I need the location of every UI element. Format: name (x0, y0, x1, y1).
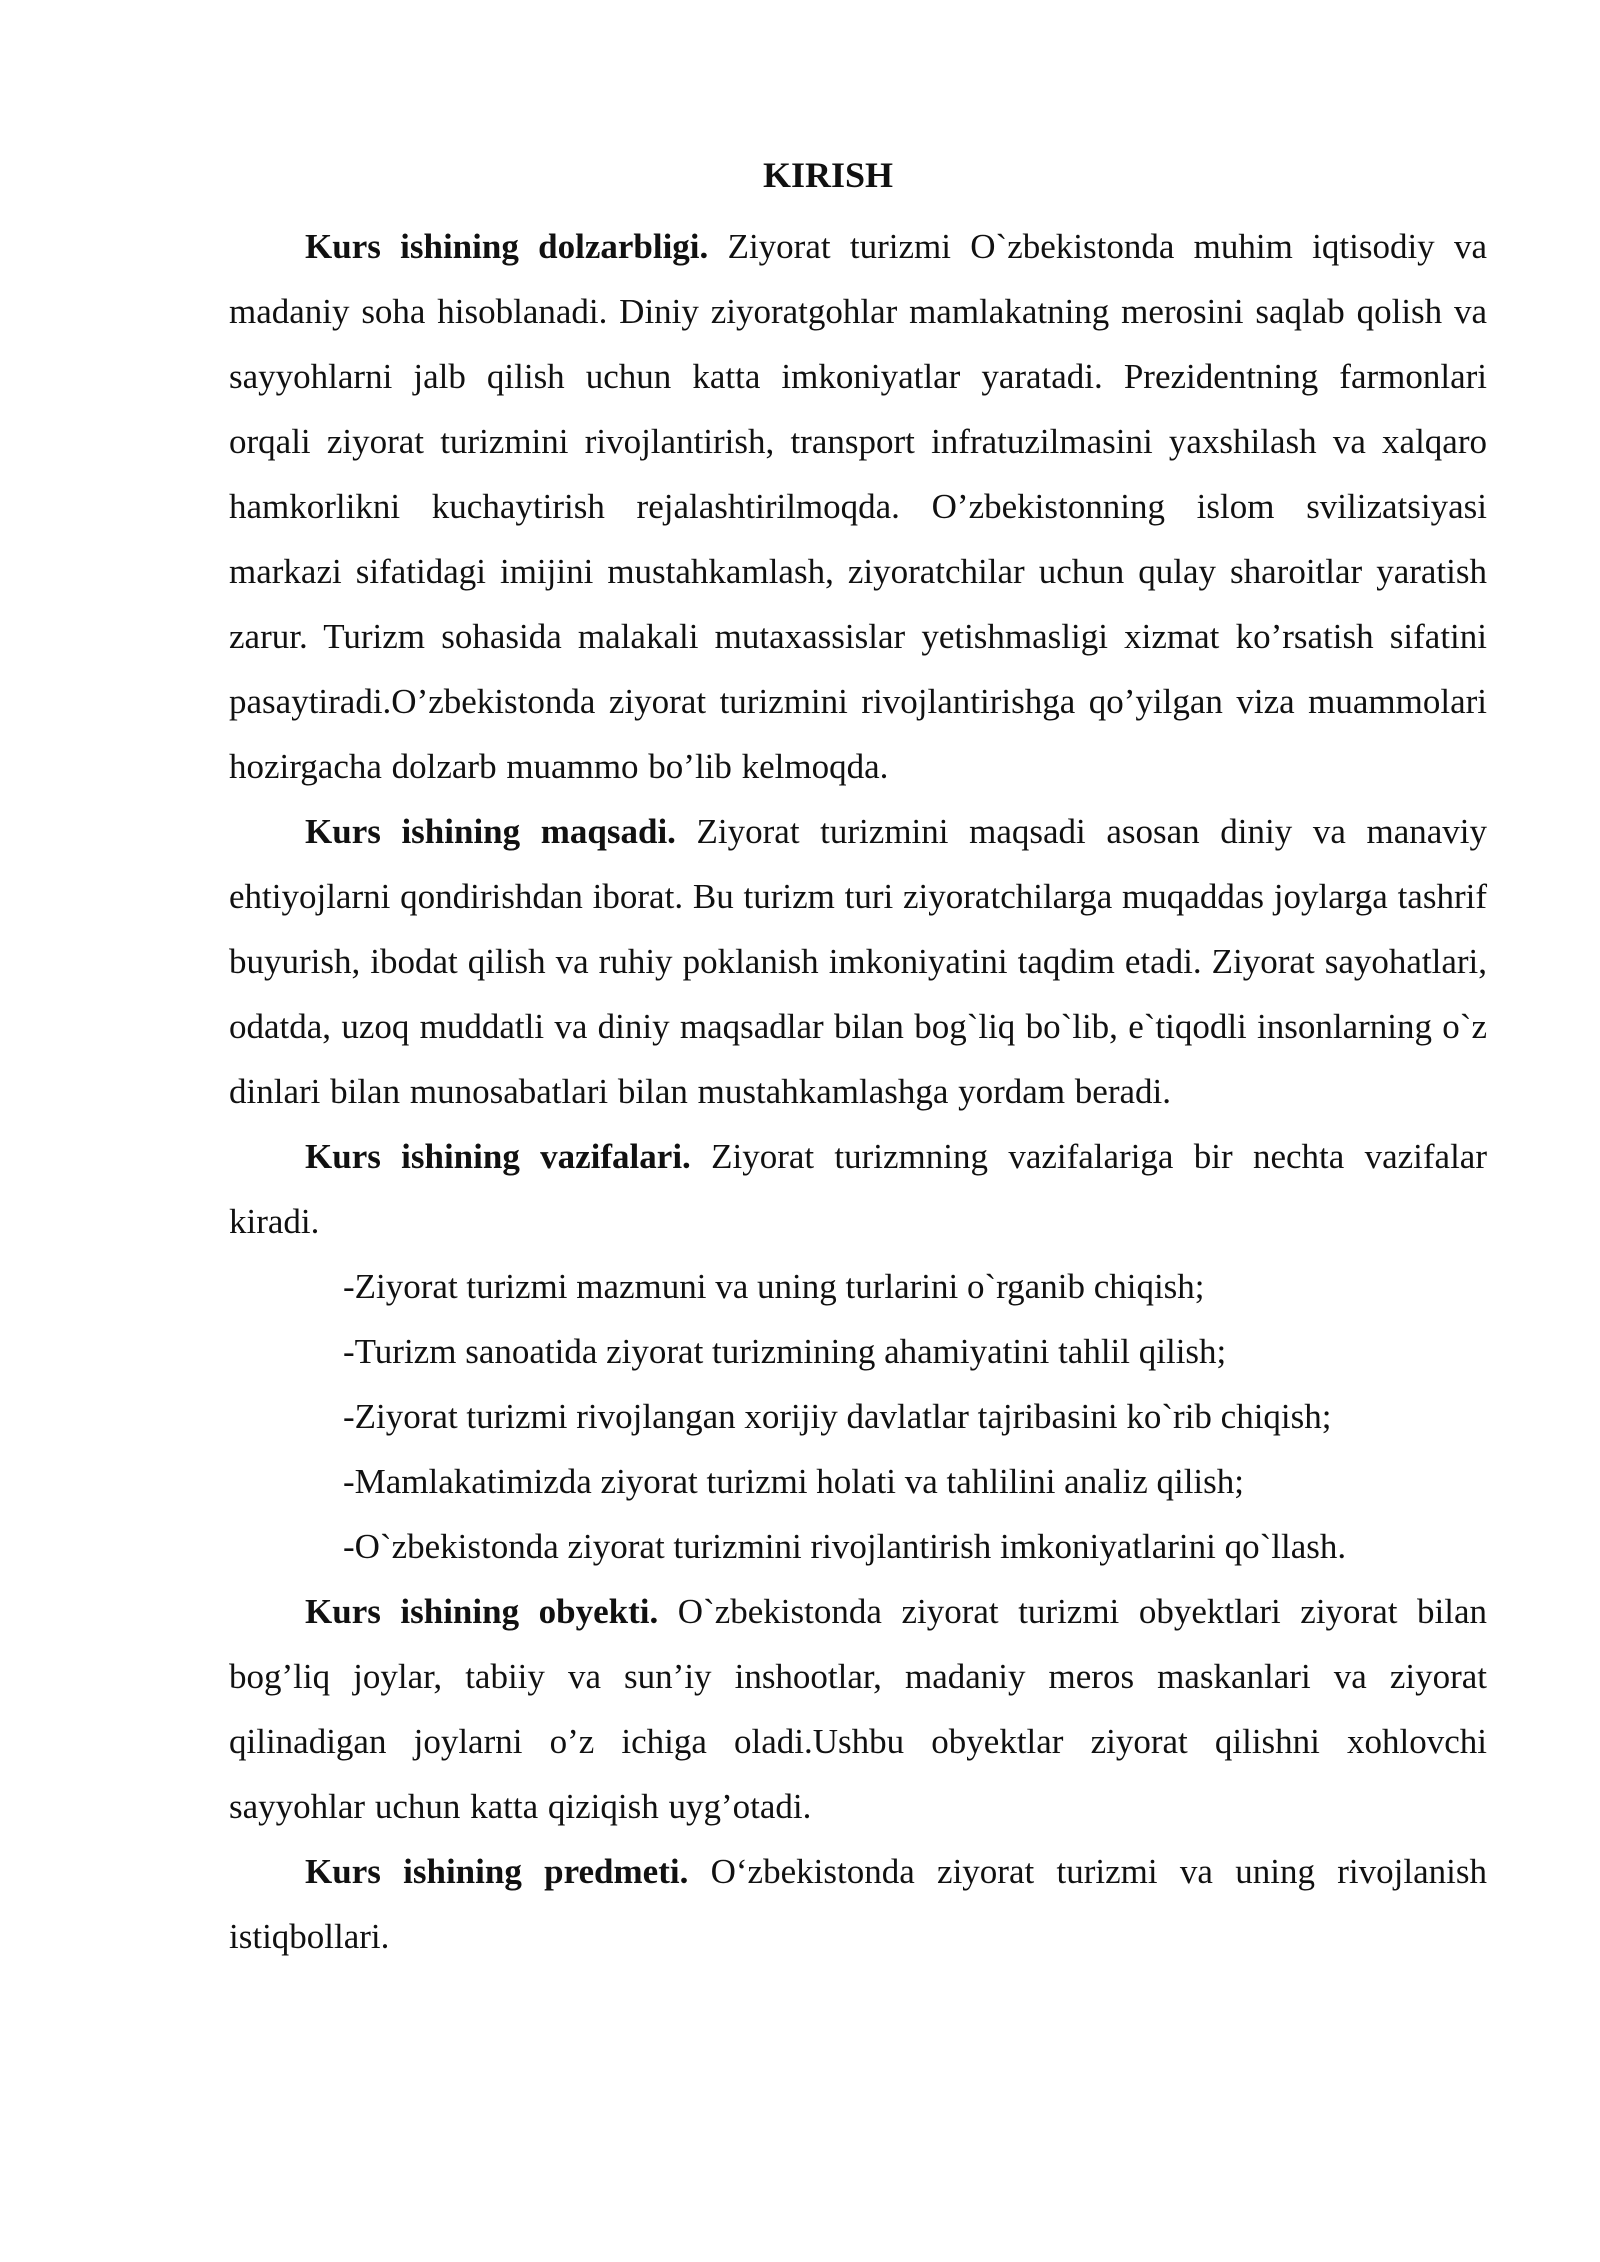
list-item: -Mamlakatimizda ziyorat turizmi holati va tahlilini analiz qilish; (343, 1462, 1244, 1501)
section-text-goal: Ziyorat turizmini maqsadi asosan diniy va manaviy ehtiyojlarni qondirishdan iborat. Bu turizm turi ziyoratchilarga muqaddas joylarga tashrif buyurish, ibodat qilish va ruhiy poklanish imkoniyatini taqdim etadi. Ziyorat sayohatlari, odatda, uzoq muddatli va diniy maqsadlar bilan bog`liq bo`lib, e`tiqodli insonlarning o`z dinlari bilan munosabatlari bilan mustahkamlashga yordam beradi. (229, 812, 1487, 1111)
page-title: KIRISH (762, 155, 894, 195)
list-item: -Ziyorat turizmi mazmuni va uning turlarini o`rganib chiqish; (343, 1267, 1205, 1306)
list-item: -Turizm sanoatida ziyorat turizmining ahamiyatini tahlil qilish; (343, 1332, 1227, 1371)
list-item: -Ziyorat turizmi rivojlangan xorijiy davlatlar tajribasini ko`rib chiqish; (343, 1397, 1332, 1436)
section-text-tasks: Ziyorat turizmning vazifalariga bir nechta vazifalar kiradi. (229, 1137, 1487, 1241)
paragraph-relevance (229, 214, 1487, 799)
paragraph-object (229, 1579, 1487, 1839)
paragraph-tasks (229, 1124, 1487, 1254)
section-text-relevance: Ziyorat turizmi O`zbekistonda muhim iqtisodiy va madaniy soha hisoblanadi. Diniy ziyoratgohlar mamlakatning merosini saqlab qolish va sayyohlarni jalb qilish uchun katta imkoniyatlar yaratadi. Prezidentning farmonlari orqali ziyorat turizmini rivojlantirish, transport infratuzilmasini yaxshilash va xalqaro hamkorlikni kuchaytirish rejalashtirilmoqda. O’zbekistonning islom svilizatsiyasi markazi sifatidagi imijini mustahkamlash, ziyoratchilar uchun qulay sharoitlar yaratish zarur. Turizm sohasida malakali mutaxassislar yetishmasligi xizmat ko’rsatish sifatini pasaytiradi.O’zbekistonda ziyorat turizmini rivojlantirishga qo’yilgan viza muammolari hozirgacha dolzarb muammo bo’lib kelmoqda. (229, 227, 1487, 786)
section-text-subject: O‘zbekistonda ziyorat turizmi va uning rivojlanish istiqbollari. (229, 1852, 1487, 1956)
section-heading-object: Kurs ishining obyekti. (305, 1592, 659, 1631)
section-text-object: O`zbekistonda ziyorat turizmi obyektlari ziyorat bilan bog’liq joylar, tabiiy va sun’iy inshootlar, madaniy meros maskanlari va ziyorat qilinadigan joylarni o’z ichiga oladi.Ushbu obyektlar ziyorat qilishni xohlovchi sayyohlar uchun katta qiziqish uyg’otadi. (229, 1592, 1487, 1826)
task-list (229, 1254, 1487, 1579)
paragraph-goal (229, 799, 1487, 1124)
list-item: -O`zbekistonda ziyorat turizmini rivojlantirish imkoniyatlarini qo`llash. (343, 1527, 1347, 1566)
paragraph-subject (229, 1839, 1487, 1969)
section-heading-tasks: Kurs ishining vazifalari. (305, 1137, 691, 1176)
section-heading-subject: Kurs ishining predmeti. (305, 1852, 689, 1891)
section-heading-goal: Kurs ishining maqsadi. (305, 812, 676, 851)
section-heading-relevance: Kurs ishining dolzarbligi. (305, 227, 709, 266)
